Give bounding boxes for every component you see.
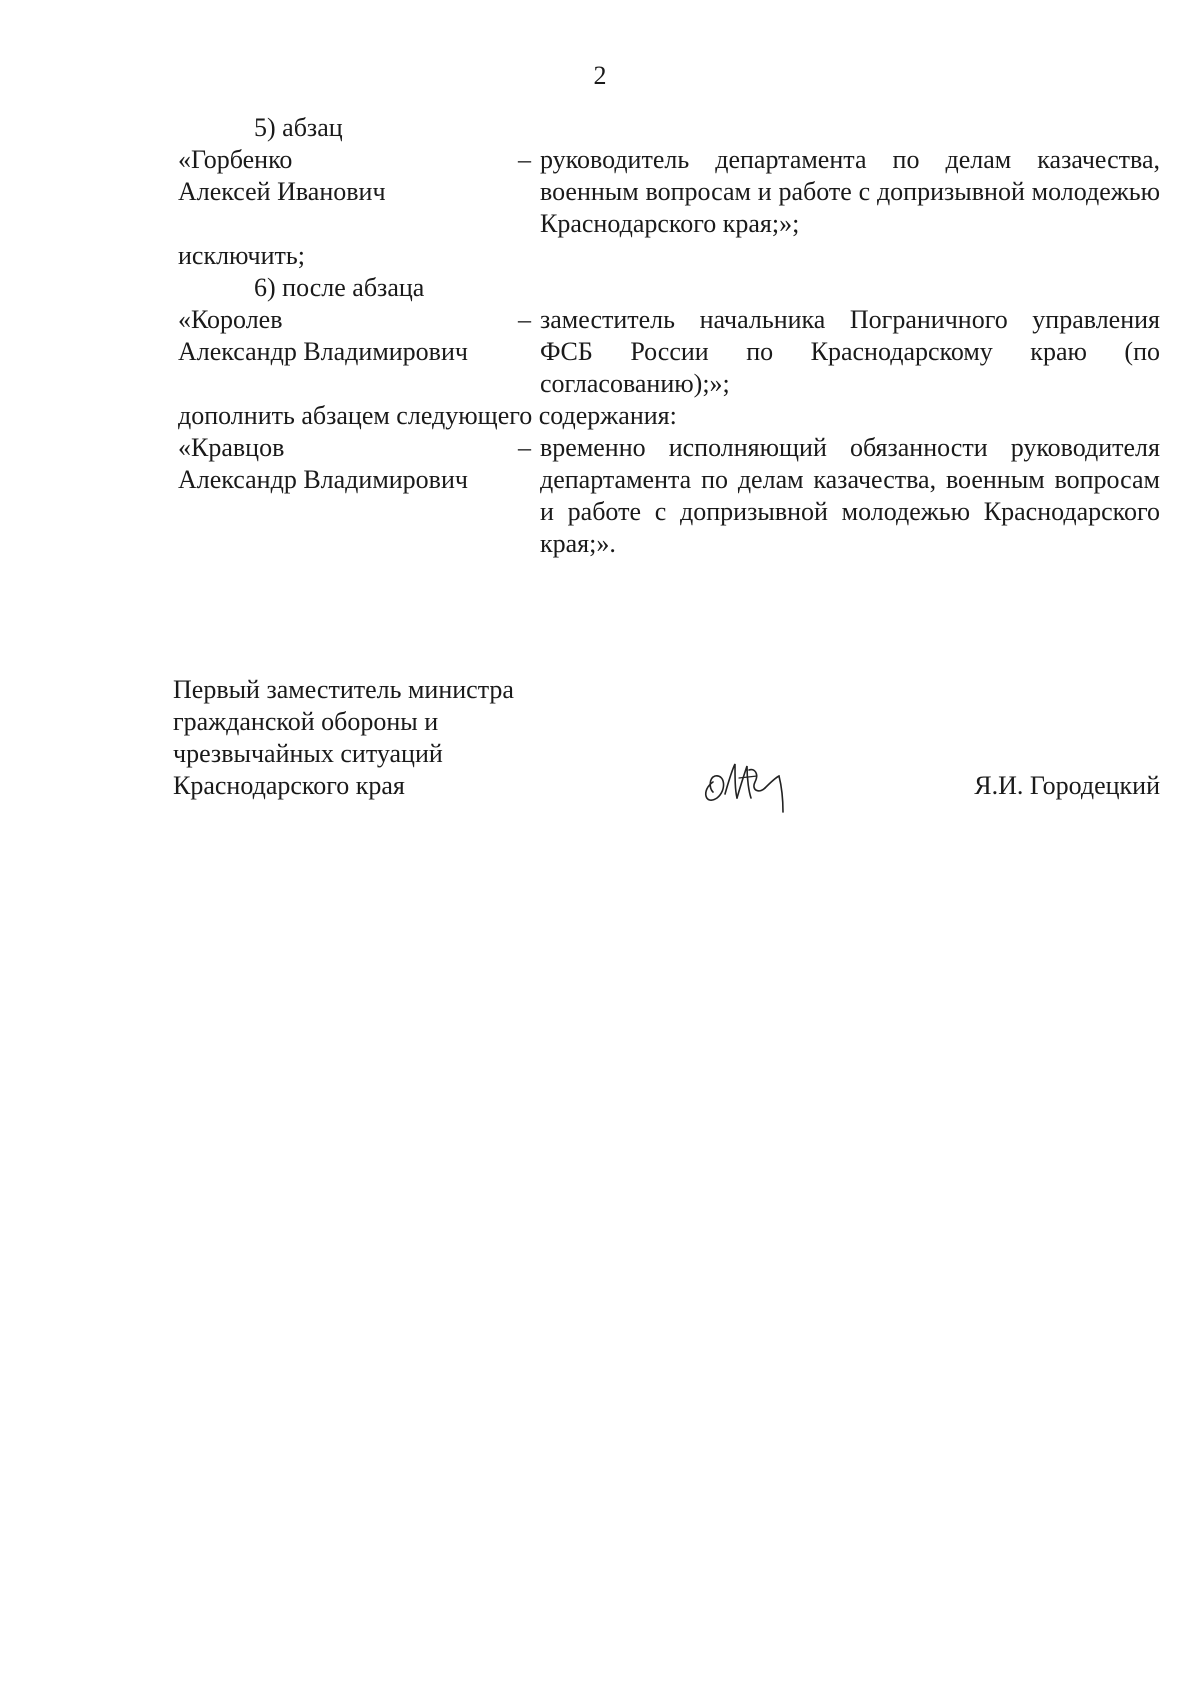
signer-title-line: чрезвычайных ситуаций xyxy=(173,739,443,768)
entry-kravtsov xyxy=(178,432,1160,560)
position-description: руководитель департамента по делам казачества, военным вопросам и работе с допризывной молодежью Краснодарского края;»; xyxy=(540,145,1160,238)
signer-title-line: Краснодарского края xyxy=(173,771,405,800)
dash: – xyxy=(518,145,531,174)
exclude-text: исключить; xyxy=(178,241,305,270)
page-number: 2 xyxy=(593,61,607,90)
person-name xyxy=(178,432,518,496)
person-name xyxy=(178,144,518,208)
person-given-names: Алексей Иванович xyxy=(178,177,386,206)
entry-gorbenko xyxy=(178,144,1160,240)
person-name xyxy=(178,304,518,368)
entry-korolev xyxy=(178,304,1160,400)
signer-title-line: Первый заместитель министра xyxy=(173,675,514,704)
person-given-names: Александр Владимирович xyxy=(178,337,468,366)
person-surname: «Горбенко xyxy=(178,145,293,174)
handwritten-signature xyxy=(699,754,799,814)
item-6-label: 6) после абзаца xyxy=(254,273,425,302)
position-description: временно исполняющий обязанности руководителя департамента по делам казачества, военным вопросам и работе с допризывной молодежью Краснодарского края;». xyxy=(540,433,1160,558)
signer-title-line: гражданской обороны и xyxy=(173,707,439,736)
dash: – xyxy=(518,305,531,334)
person-surname: «Кравцов xyxy=(178,433,285,462)
person-surname: «Королев xyxy=(178,305,283,334)
document-body xyxy=(178,112,1160,560)
signer-name: Я.И. Городецкий xyxy=(974,771,1160,800)
add-text: дополнить абзацем следующего содержания: xyxy=(178,401,677,430)
item-5-label: 5) абзац xyxy=(254,113,343,142)
dash: – xyxy=(518,433,531,462)
position-description: заместитель начальника Пограничного управления ФСБ России по Краснодарскому краю (по согласованию);»; xyxy=(540,305,1160,398)
signature-block xyxy=(173,674,1160,802)
person-given-names: Александр Владимирович xyxy=(178,465,468,494)
